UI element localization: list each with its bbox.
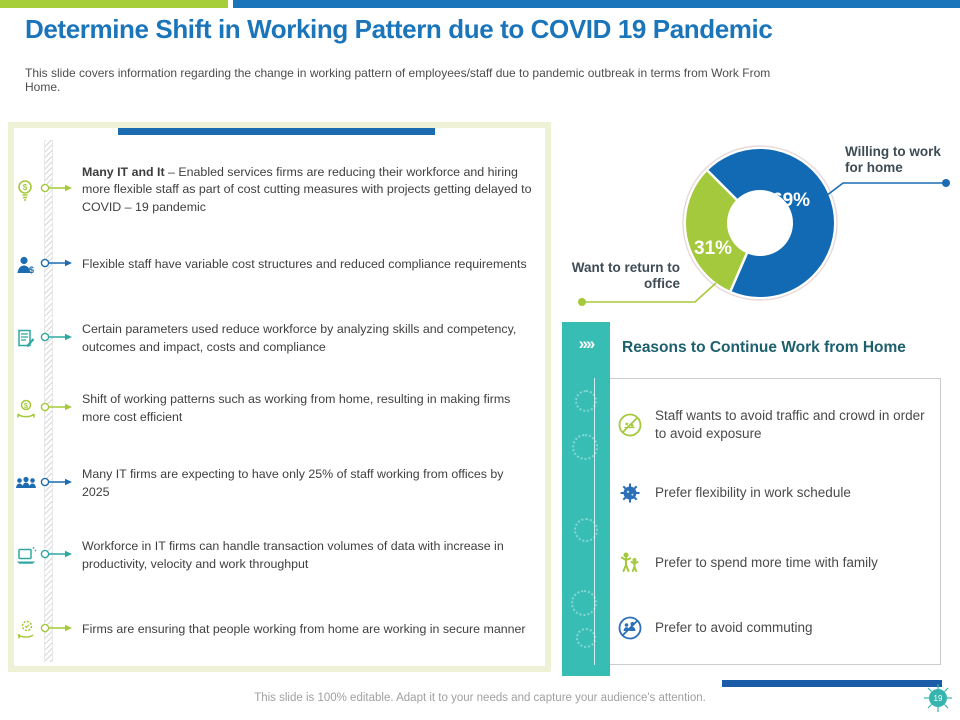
svg-text:$: $: [24, 403, 28, 410]
connector-arrow-icon: [40, 256, 74, 274]
bottom-accent-bar: [722, 680, 942, 687]
list-item: [12, 615, 534, 645]
connector-arrow-icon: [40, 400, 74, 418]
list-item-text: Shift of working patterns such as working from home, resulting in making firms more cost efficient: [82, 392, 511, 424]
list-item: [12, 162, 534, 218]
reason-text: Prefer to spend more time with family: [655, 554, 878, 570]
bulb-dollar-icon: [12, 178, 40, 202]
footer-note: This slide is 100% editable. Adapt it to your needs and capture your audience's attention.: [254, 692, 706, 704]
list-item-lead: Many IT and It: [82, 164, 165, 179]
donut-value-blue: 69%: [772, 190, 811, 211]
callout-willing-to-work: Willing to work for home: [845, 144, 941, 176]
reason-text: Prefer to avoid commuting: [655, 619, 813, 635]
list-item: [12, 250, 534, 280]
card-left-edge: [594, 378, 595, 665]
callout-return-to-office: Want to return to office: [571, 260, 680, 292]
no-commuting-icon: [617, 615, 643, 641]
list-item: [12, 319, 534, 359]
list-item-text: Workforce in IT firms can handle transaction volumes of data with increase in productivity, velocity and work throughput: [82, 539, 504, 571]
reason-text: Prefer flexibility in work schedule: [655, 484, 851, 500]
connector-arrow-icon: [40, 181, 74, 199]
svg-text:$: $: [22, 183, 28, 192]
connector-arrow-icon: [40, 547, 74, 565]
list-item-text: Firms are ensuring that people working from home are working in secure manner: [82, 622, 526, 637]
virus-watermark-icon: [576, 628, 596, 648]
page-number-virus-badge: [922, 682, 954, 719]
reason-item: [617, 608, 929, 648]
top-bar-blue: [233, 0, 960, 8]
money-hand-icon: [12, 397, 40, 421]
slide-subtitle: This slide covers information regarding the change in working pattern of employees/staff due to pandemic outbreak in terms from Work From Home.: [25, 66, 771, 94]
chevrons-icon: ››››: [578, 334, 594, 353]
reason-item: [617, 473, 929, 513]
page-title: Determine Shift in Working Pattern due to COVID 19 Pandemic: [25, 14, 773, 44]
secure-hand-icon: [12, 618, 40, 642]
page-number: 19: [933, 694, 943, 703]
connector-arrow-icon: [40, 330, 74, 348]
reason-item: [617, 405, 929, 445]
list-item: [12, 536, 534, 576]
checklist-icon: [12, 327, 40, 351]
reasons-card: [594, 378, 941, 665]
reasons-side-band: [562, 322, 610, 676]
family-icon: [617, 550, 643, 576]
list-item: [12, 389, 534, 429]
person-dollar-icon: [12, 253, 40, 277]
connector-arrow-icon: [40, 475, 74, 493]
connector-arrow-icon: [40, 621, 74, 639]
panel-accent-bar: [118, 128, 435, 135]
list-item-text: Many IT firms are expecting to have only 25% of staff working from offices by 2025: [82, 467, 504, 499]
list-item-text: Certain parameters used reduce workforce by analyzing skills and competency, outcomes and impact, costs and compliance: [82, 322, 517, 354]
svg-text:$: $: [28, 265, 35, 275]
reason-text: Staff wants to avoid traffic and crowd in order to avoid exposure: [655, 407, 925, 441]
list-item-text: Flexible staff have variable cost structures and reduced compliance requirements: [82, 257, 527, 272]
avoid-crowd-icon: [617, 412, 643, 438]
virus-icon: [617, 480, 643, 506]
list-item-text: Many IT and It – Enabled services firms are reducing their workforce and hiring more flexible staff as part of cost cutting measures with projects getting delayed to COVID – 19 pandemic: [82, 164, 532, 214]
laptop-icon: [12, 544, 40, 568]
reasons-header: Reasons to Continue Work from Home: [622, 339, 906, 356]
team-icon: [12, 472, 40, 496]
reason-item: [617, 543, 929, 583]
top-bar-green: [0, 0, 228, 8]
list-item: [12, 469, 534, 499]
donut-value-green: 31%: [694, 238, 733, 259]
